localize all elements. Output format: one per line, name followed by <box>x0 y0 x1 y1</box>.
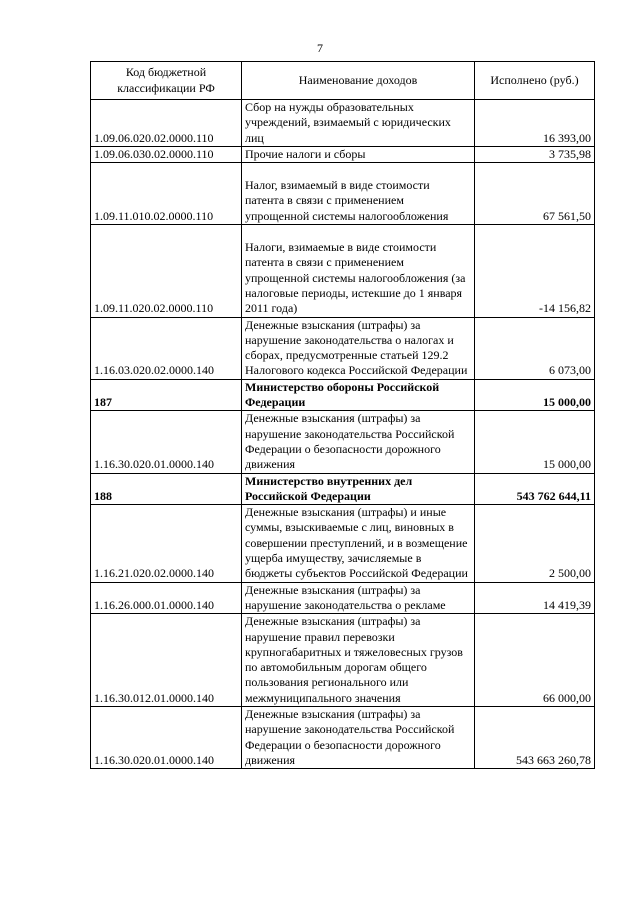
revenue-name-cell <box>242 614 475 707</box>
budget-code-cell: 1.16.26.000.01.0000.140 <box>91 582 242 614</box>
revenue-name-text: Министерство внутренних дел Российской Федерации <box>245 473 413 503</box>
table-row <box>91 614 595 707</box>
executed-amount-cell: 6 073,00 <box>475 317 595 379</box>
executed-amount-cell: 543 663 260,78 <box>475 706 595 768</box>
budget-code-cell: 1.16.30.020.01.0000.140 <box>91 411 242 473</box>
revenue-name-cell <box>242 706 475 768</box>
revenue-name-text: Денежные взыскания (штрафы) за нарушение законодательства о налогах и сборах, предусмотренные статьей 129.2 Налогового кодекса Российской Федерации <box>245 317 468 378</box>
revenue-name-cell <box>242 411 475 473</box>
executed-amount-cell: 2 500,00 <box>475 505 595 582</box>
revenue-name-cell <box>242 225 475 317</box>
table-row <box>91 225 595 317</box>
revenue-name-cell <box>242 100 475 147</box>
executed-amount-cell: 15 000,00 <box>475 411 595 473</box>
revenue-name-text: Денежные взыскания (штрафы) за нарушение законодательства о рекламе <box>245 582 446 612</box>
table-row <box>91 706 595 768</box>
revenue-name-cell <box>242 163 475 225</box>
table-row <box>91 582 595 614</box>
budget-code-cell: 187 <box>91 379 242 411</box>
table-body <box>91 100 595 769</box>
executed-amount-cell: 15 000,00 <box>475 379 595 411</box>
budget-code-cell: 188 <box>91 473 242 505</box>
revenue-name-cell <box>242 146 475 162</box>
revenue-name-text: Министерство обороны Российской Федерации <box>245 379 440 410</box>
revenue-name-text: Денежные взыскания (штрафы) за нарушение законодательства Российской Федерации о безопасности дорожного движения <box>245 706 455 767</box>
budget-code-cell: 1.09.06.020.02.0000.110 <box>91 100 242 147</box>
table-row <box>91 505 595 582</box>
revenue-table <box>90 61 595 769</box>
executed-amount-cell: 66 000,00 <box>475 614 595 707</box>
header-row <box>91 62 595 100</box>
budget-code-cell: 1.16.03.020.02.0000.140 <box>91 317 242 379</box>
page-number: 7 <box>317 41 323 55</box>
executed-amount-cell: -14 156,82 <box>475 225 595 317</box>
table-row <box>91 411 595 473</box>
table-row <box>91 473 595 505</box>
revenue-name-text: Налоги, взимаемые в виде стоимости патента в связи с применением упрощенной системы налогообложения (за налоговые периоды, истекшие до 1 января 2011 года) <box>245 240 466 316</box>
budget-code-cell: 1.09.11.010.02.0000.110 <box>91 163 242 225</box>
header-name: Наименование доходов <box>242 62 475 100</box>
revenue-name-text: Налог, взимаемый в виде стоимости патента в связи с применением упрощенной системы налогообложения <box>245 178 449 223</box>
budget-code-cell: 1.16.21.020.02.0000.140 <box>91 505 242 582</box>
table-row <box>91 100 595 147</box>
executed-amount-cell: 3 735,98 <box>475 146 595 162</box>
revenue-name-text: Сбор на нужды образовательных учреждений, взимаемый с юридических лиц <box>245 100 451 145</box>
table-row <box>91 379 595 411</box>
revenue-name-cell <box>242 582 475 614</box>
revenue-name-cell <box>242 505 475 582</box>
revenue-name-text: Денежные взыскания (штрафы) за нарушение правил перевозки крупногабаритных и тяжеловесных грузов по автомобильным дорогам общего пользования регионального или межмуниципального значения <box>245 614 463 705</box>
header-amount: Исполнено (руб.) <box>475 62 595 100</box>
table-row <box>91 146 595 162</box>
budget-code-cell: 1.16.30.012.01.0000.140 <box>91 614 242 707</box>
executed-amount-cell: 14 419,39 <box>475 582 595 614</box>
revenue-name-text: Денежные взыскания (штрафы) за нарушение законодательства Российской Федерации о безопасности дорожного движения <box>245 411 455 472</box>
table-row <box>91 317 595 379</box>
budget-code-cell: 1.16.30.020.01.0000.140 <box>91 706 242 768</box>
executed-amount-cell: 543 762 644,11 <box>475 473 595 505</box>
budget-code-cell: 1.09.11.020.02.0000.110 <box>91 225 242 317</box>
executed-amount-cell: 16 393,00 <box>475 100 595 147</box>
budget-code-cell: 1.09.06.030.02.0000.110 <box>91 146 242 162</box>
revenue-name-cell <box>242 317 475 379</box>
table-row <box>91 163 595 225</box>
revenue-name-text: Прочие налоги и сборы <box>245 146 366 161</box>
revenue-name-cell <box>242 379 475 411</box>
executed-amount-cell: 67 561,50 <box>475 163 595 225</box>
header-code: Код бюджетной классификации РФ <box>91 62 242 100</box>
revenue-name-cell <box>242 473 475 505</box>
revenue-name-text: Денежные взыскания (штрафы) и иные суммы, взыскиваемые с лиц, виновных в совершении преступлений, и в возмещение ущерба имуществу, зачисляемые в бюджеты субъектов Российской Федерации <box>245 505 468 581</box>
